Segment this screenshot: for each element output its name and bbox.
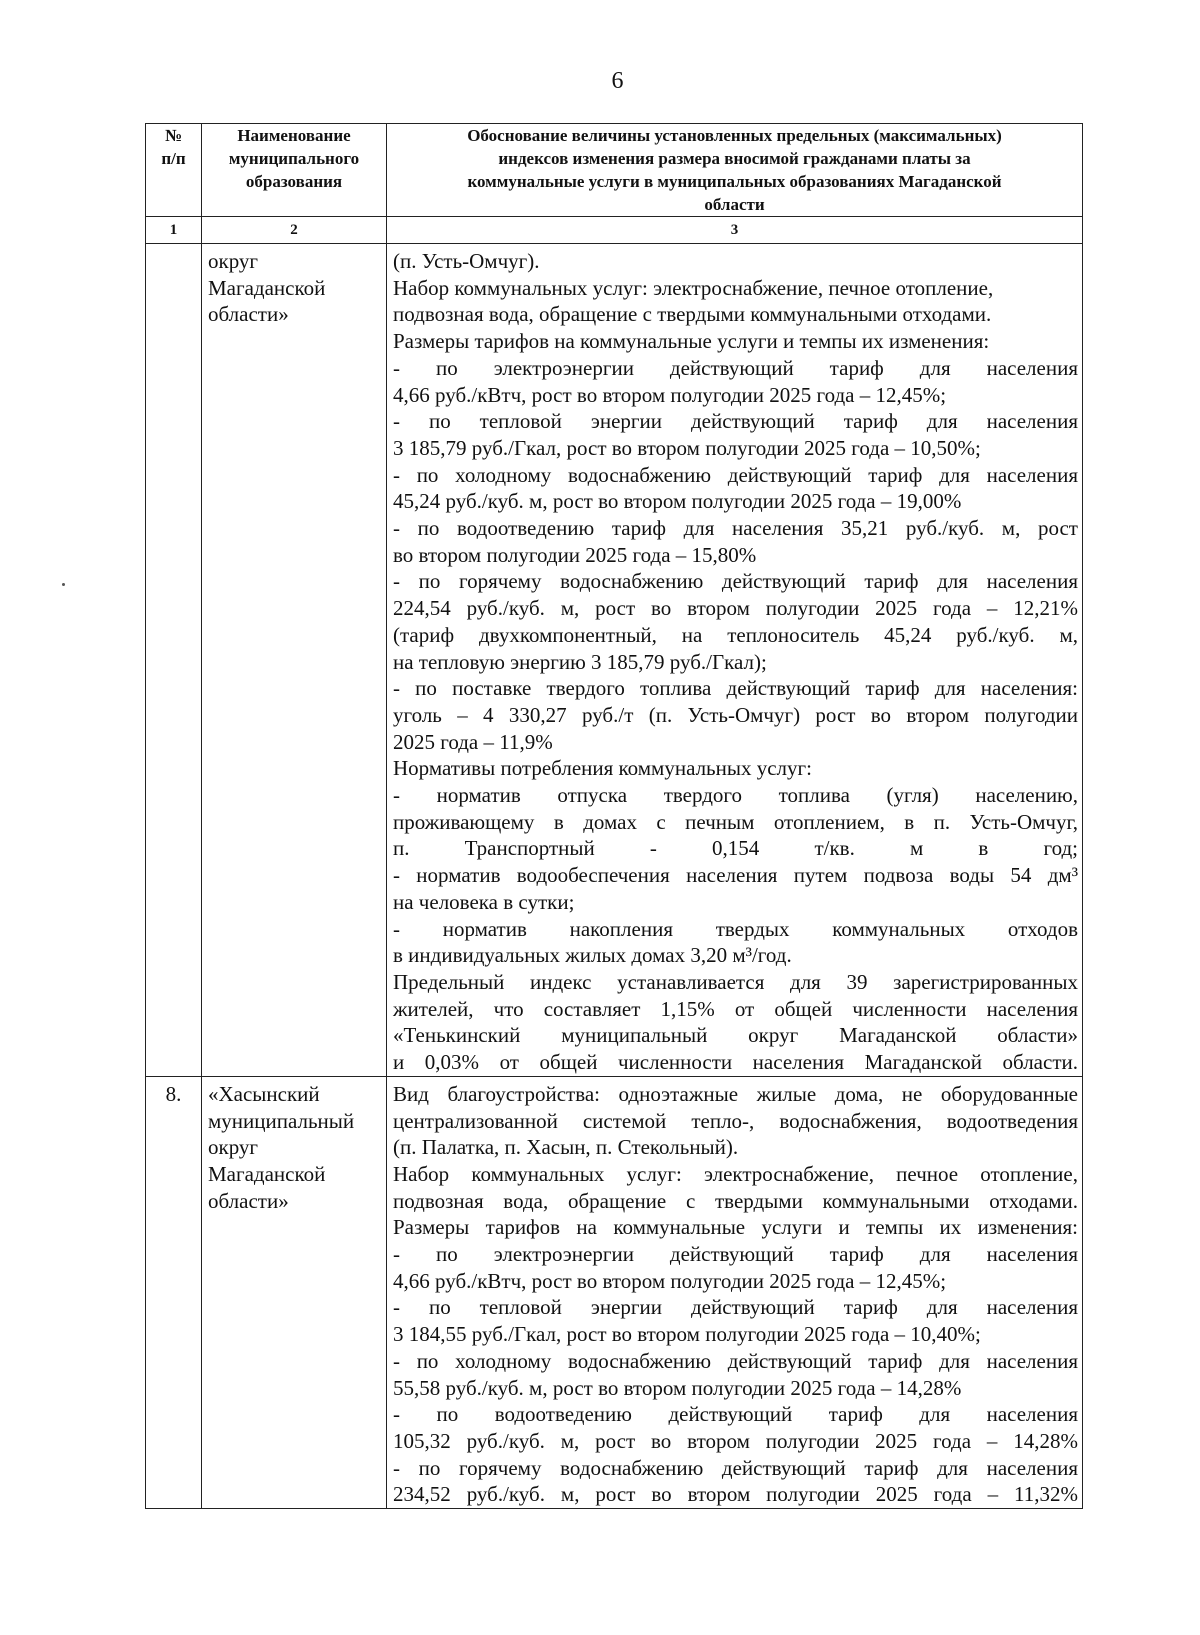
justification-line: 2025 года – 11,9% [393,729,553,754]
justification-line: - по водоотведению тариф для населения 35,21 руб./куб. м, рост [393,516,1078,541]
municipality-cell [202,1076,387,1508]
justification-line: 3 185,79 руб./Гкал, рост во втором полугодии 2025 года – 10,50%; [393,435,981,460]
municipality-name-line: области» [208,1188,289,1213]
justification-line: на человека в сутки; [393,889,575,914]
justification-line: - по холодному водоснабжению действующий тариф для населения [393,462,1078,487]
row-number-cell [146,1076,202,1508]
justification-line: - по тепловой энергии действующий тариф для населения [393,409,1078,434]
municipality-name-line: округ [208,249,259,273]
justification-line: - по поставке твердого топлива действующий тариф для населения: [393,676,1078,701]
municipality-name-line: Магаданской [208,1161,326,1186]
justification-line: Набор коммунальных услуг: электроснабжение, печное отопление, [393,1161,1078,1186]
row-number: 8. [165,1081,182,1106]
justification-line: в индивидуальных жилых домах 3,20 м³/год. [393,943,792,968]
justification-line: 3 184,55 руб./Гкал, рост во втором полугодии 2025 года – 10,40%; [393,1322,981,1347]
justification-line: подвозная вода, обращение с твердыми коммунальными отходами. [393,1188,1078,1213]
justification-line: жителей, что составляет 1,15% от общей численности населения [393,996,1078,1021]
justification-line: - по электроэнергии действующий тариф для населения [393,355,1078,380]
municipality-cell [202,244,387,1077]
justification-line: - по холодному водоснабжению действующий тариф для населения [393,1348,1078,1373]
justification-line: - по электроэнергии действующий тариф для населения [393,1242,1078,1267]
justification-line: 234,52 руб./куб. м, рост во втором полугодии 2025 года – 11,32% [393,1482,1078,1507]
justification-line: 45,24 руб./куб. м, рост во втором полугодии 2025 года – 19,00% [393,489,962,514]
justification-line: (п. Усть-Омчуг). [393,249,540,273]
justification-line: 55,58 руб./куб. м, рост во втором полугодии 2025 года – 14,28% [393,1375,962,1400]
justification-line: - норматив водообеспечения населения путем подвоза воды 54 дм³ [393,863,1078,888]
justification-line: проживающему в домах с печным отоплением, в п. Усть-Омчуг, [393,809,1078,834]
justification-line: 4,66 руб./кВтч, рост во втором полугодии 2025 года – 12,45%; [393,382,947,407]
tariff-table [145,123,1083,1509]
justification-cell [387,1076,1083,1508]
justification-line: - норматив накопления твердых коммунальных отходов [393,916,1078,941]
justification-line: Размеры тарифов на коммунальные услуги и темпы их изменения: [393,329,990,354]
column-number: 2 [202,217,387,244]
municipality-name-line: области» [208,302,289,327]
municipality-name-line: Магаданской [208,275,326,300]
justification-line: «Тенькинский муниципальный округ Магаданской области» [393,1023,1078,1048]
municipality-name-line: муниципальный [208,1108,355,1133]
header-number: № п/п [146,124,202,217]
scan-speck [62,583,65,586]
justification-line: централизованной системой тепло-, водоснабжения, водоотведения [393,1108,1078,1133]
justification-line: Размеры тарифов на коммунальные услуги и темпы их изменения: [393,1215,1078,1240]
column-number: 1 [146,217,202,244]
justification-line: - по тепловой энергии действующий тариф для населения [393,1295,1078,1320]
justification-line: подвозная вода, обращение с твердыми коммунальными отходами. [393,302,992,327]
justification-line: 224,54 руб./куб. м, рост во втором полугодии 2025 года – 12,21% [393,596,1078,621]
table-row [146,1076,1083,1508]
justification-cell [387,244,1083,1077]
justification-line: - норматив отпуска твердого топлива (угля) населению, [393,783,1078,808]
justification-line: п. Транспортный - 0,154 т/кв. м в год; [393,836,1078,861]
municipality-name-line: «Хасынский [208,1081,320,1106]
justification-line: - по горячему водоснабжению действующий тариф для населения [393,569,1078,594]
justification-line: (п. Палатка, п. Хасын, п. Стекольный). [393,1135,739,1160]
justification-line: 105,32 руб./куб. м, рост во втором полугодии 2025 года – 14,28% [393,1428,1078,1453]
justification-line: во втором полугодии 2025 года – 15,80% [393,542,757,567]
justification-line: на тепловую энергию 3 185,79 руб./Гкал); [393,649,767,674]
justification-line: - по горячему водоснабжению действующий тариф для населения [393,1455,1078,1480]
justification-line: и 0,03% от общей численности населения Магаданской области. [393,1050,1078,1075]
justification-line: уголь – 4 330,27 руб./т (п. Усть-Омчуг) рост во втором полугодии [393,702,1078,727]
header-row [146,124,1083,217]
row-number-cell [146,244,202,1077]
justification-line: 4,66 руб./кВтч, рост во втором полугодии 2025 года – 12,45%; [393,1268,947,1293]
column-number: 3 [387,217,1083,244]
row-number [146,244,201,248]
page-number: 6 [611,68,624,94]
header-justification: Обоснование величины установленных предельных (максимальных) индексов изменения размера вносимой гражданами платы за коммунальные услуги в муниципальных образованиях Магаданской области [387,124,1083,217]
justification-line: Набор коммунальных услуг: электроснабжение, печное отопление, [393,275,994,300]
column-number-row [146,217,1083,244]
justification-line: (тариф двухкомпонентный, на теплоноситель 45,24 руб./куб. м, [393,622,1078,647]
table-row [146,244,1083,1077]
justification-line: Нормативы потребления коммунальных услуг: [393,756,812,781]
justification-line: Вид благоустройства: одноэтажные жилые дома, не оборудованные [393,1081,1078,1106]
justification-line: Предельный индекс устанавливается для 39 зарегистрированных [393,969,1078,994]
municipality-name-line: округ [208,1135,259,1160]
header-municipality: Наименование муниципального образования [202,124,387,217]
justification-line: - по водоотведению действующий тариф для населения [393,1402,1078,1427]
